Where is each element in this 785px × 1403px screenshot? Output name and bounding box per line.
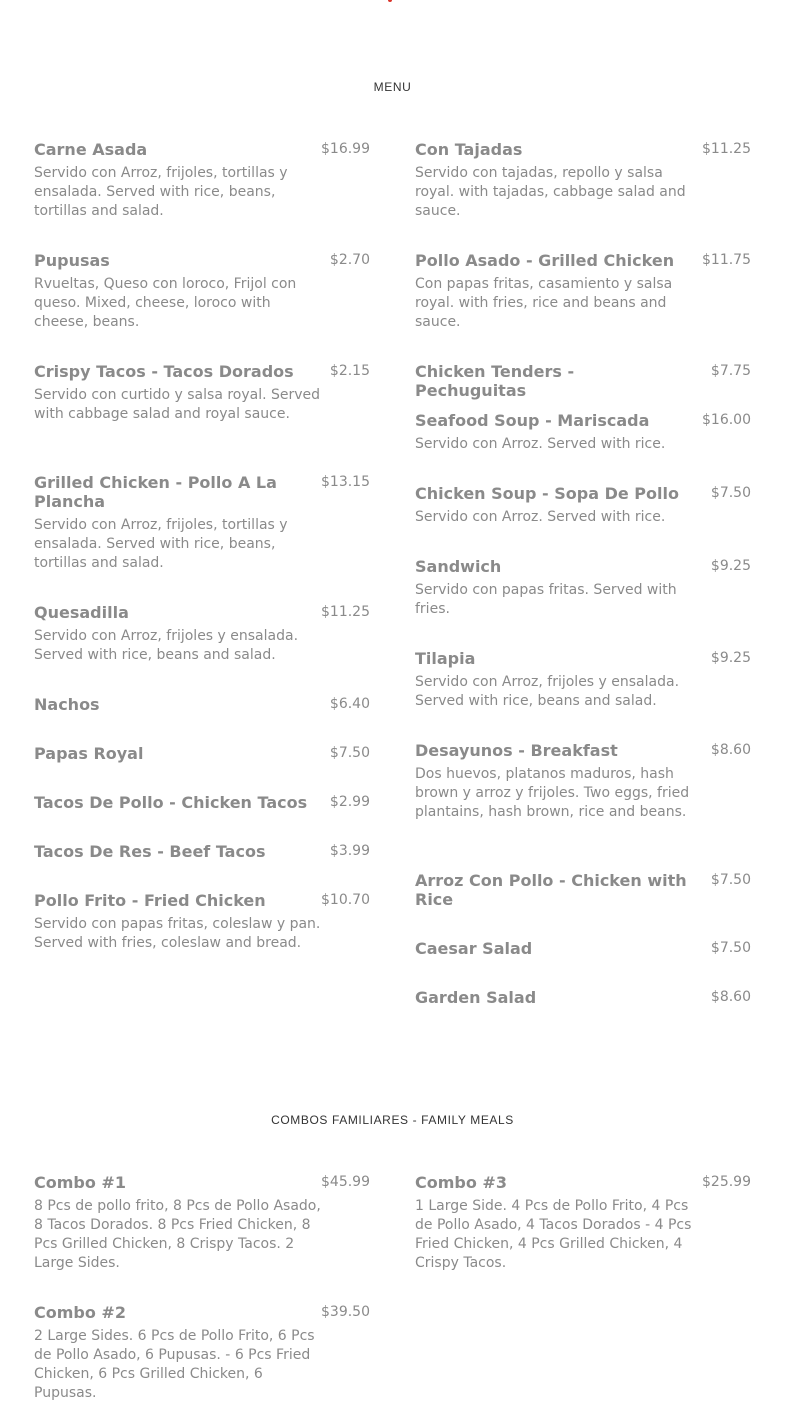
menu-item	[34, 695, 370, 714]
menu-item	[34, 473, 370, 573]
item-name: Pollo Frito - Fried Chicken	[34, 891, 266, 910]
menu-item	[34, 603, 370, 665]
item-name: Combo #1	[34, 1173, 126, 1192]
item-name: Arroz Con Pollo - Chicken with Rice	[415, 871, 687, 909]
item-price: $8.60	[710, 989, 751, 1005]
item-price: $2.99	[329, 794, 370, 810]
item-price: $10.70	[321, 892, 370, 908]
item-price: $6.40	[329, 696, 370, 712]
item-name: Tilapia	[415, 649, 476, 668]
menu-item	[415, 251, 751, 332]
item-description: Rvueltas, Queso con loroco, Frijol con queso. Mixed, cheese, loroco with cheese, beans.	[34, 276, 297, 330]
menu-item	[415, 411, 751, 454]
item-description: Servido con papas fritas. Served with fries.	[415, 582, 677, 617]
menu-item	[415, 741, 751, 822]
item-name: Desayunos - Breakfast	[415, 741, 618, 760]
item-name: Pupusas	[34, 251, 110, 270]
item-description: Dos huevos, platanos maduros, hash brown y arroz y frijoles. Two eggs, fried plantains, hash brown, rice and beans.	[415, 766, 690, 820]
item-description: Servido con Arroz. Served with rice.	[415, 436, 666, 452]
item-description: 2 Large Sides. 6 Pcs de Pollo Frito, 6 Pcs de Pollo Asado, 6 Pupusas. - 6 Pcs Fried Chicken, 6 Pcs Grilled Chicken, 6 Pupusas.	[34, 1328, 315, 1401]
item-price: $7.50	[329, 745, 370, 761]
item-name: Garden Salad	[415, 988, 537, 1007]
item-price: $11.25	[321, 604, 370, 620]
item-price: $45.99	[321, 1174, 370, 1190]
item-price: $13.15	[321, 474, 370, 490]
item-price: $16.00	[702, 412, 751, 428]
item-name: Nachos	[34, 695, 100, 714]
menu-item	[34, 744, 370, 763]
item-price: $7.50	[710, 940, 751, 956]
item-price: $3.99	[329, 843, 370, 859]
item-description: Servido con Arroz, frijoles, tortillas y ensalada. Served with rice, beans, tortillas and salad.	[34, 517, 288, 571]
item-name: Quesadilla	[34, 603, 129, 622]
item-price: $7.50	[710, 872, 751, 888]
menu-item	[34, 1173, 370, 1273]
menu-item	[34, 251, 370, 332]
menu-item	[34, 362, 370, 424]
menu-item	[415, 649, 751, 711]
item-name: Seafood Soup - Mariscada	[415, 411, 650, 430]
item-name: Chicken Tenders - Pechuguitas	[415, 362, 575, 400]
item-description: Con papas fritas, casamiento y salsa royal. with fries, rice and beans and sauce.	[415, 276, 673, 330]
item-price: $16.99	[321, 141, 370, 157]
menu-item	[415, 871, 751, 909]
item-name: Crispy Tacos - Tacos Dorados	[34, 362, 294, 381]
item-name: Carne Asada	[34, 140, 148, 159]
menu-item	[34, 140, 370, 221]
item-price: $7.50	[710, 485, 751, 501]
menu-item	[34, 842, 370, 861]
item-name: Tacos De Pollo - Chicken Tacos	[34, 793, 308, 812]
item-description: Servido con Arroz, frijoles y ensalada. Served with rice, beans and salad.	[415, 674, 680, 709]
item-price: $39.50	[321, 1304, 370, 1320]
item-description: 1 Large Side. 4 Pcs de Pollo Frito, 4 Pcs de Pollo Asado, 4 Tacos Dorados - 4 Pcs Fried Chicken, 4 Pcs Grilled Chicken, 4 Crispy Tacos.	[415, 1198, 692, 1271]
item-price: $11.25	[702, 141, 751, 157]
item-price: $9.25	[710, 650, 751, 666]
menu-item	[34, 793, 370, 812]
item-name: Chicken Soup - Sopa De Pollo	[415, 484, 679, 503]
item-name: Tacos De Res - Beef Tacos	[34, 842, 266, 861]
family-meals-section-title: COMBOS FAMILIARES - FAMILY MEALS	[271, 1113, 514, 1127]
item-price: $8.60	[710, 742, 751, 758]
item-name: Combo #2	[34, 1303, 126, 1322]
menu-section-title: MENU	[373, 80, 412, 94]
item-description: Servido con tajadas, repollo y salsa royal. with tajadas, cabbage salad and sauce.	[415, 165, 686, 219]
menu-item	[34, 1303, 370, 1403]
item-description: Servido con curtido y salsa royal. Served with cabbage salad and royal sauce.	[34, 387, 321, 422]
menu-item	[415, 484, 751, 527]
menu-item	[34, 891, 370, 953]
item-description: Servido con Arroz, frijoles y ensalada. Served with rice, beans and salad.	[34, 628, 299, 663]
item-name: Pollo Asado - Grilled Chicken	[415, 251, 675, 270]
menu-item	[415, 140, 751, 221]
menu-item	[415, 988, 751, 1007]
item-description: Servido con Arroz. Served with rice.	[415, 509, 666, 525]
item-price: $2.70	[329, 252, 370, 268]
item-name: Combo #3	[415, 1173, 507, 1192]
item-name: Grilled Chicken - Pollo A La Plancha	[34, 473, 277, 511]
item-name: Con Tajadas	[415, 140, 523, 159]
top-accent-mark	[388, 0, 392, 2]
item-description: 8 Pcs de pollo frito, 8 Pcs de Pollo Asado, 8 Tacos Dorados. 8 Pcs Fried Chicken, 8 Pcs Grilled Chicken, 8 Crispy Tacos. 2 Large Sides.	[34, 1198, 321, 1271]
item-name: Papas Royal	[34, 744, 144, 763]
menu-item	[415, 557, 751, 619]
item-description: Servido con papas fritas, coleslaw y pan. Served with fries, coleslaw and bread.	[34, 916, 321, 951]
item-price: $9.25	[710, 558, 751, 574]
item-description: Servido con Arroz, frijoles, tortillas y ensalada. Served with rice, beans, tortillas and salad.	[34, 165, 288, 219]
item-name: Sandwich	[415, 557, 502, 576]
menu-item	[415, 939, 751, 958]
menu-item	[415, 1173, 751, 1273]
item-price: $2.15	[329, 363, 370, 379]
item-price: $25.99	[702, 1174, 751, 1190]
item-name: Caesar Salad	[415, 939, 533, 958]
item-price: $7.75	[710, 363, 751, 379]
item-price: $11.75	[702, 252, 751, 268]
menu-item	[415, 362, 751, 400]
